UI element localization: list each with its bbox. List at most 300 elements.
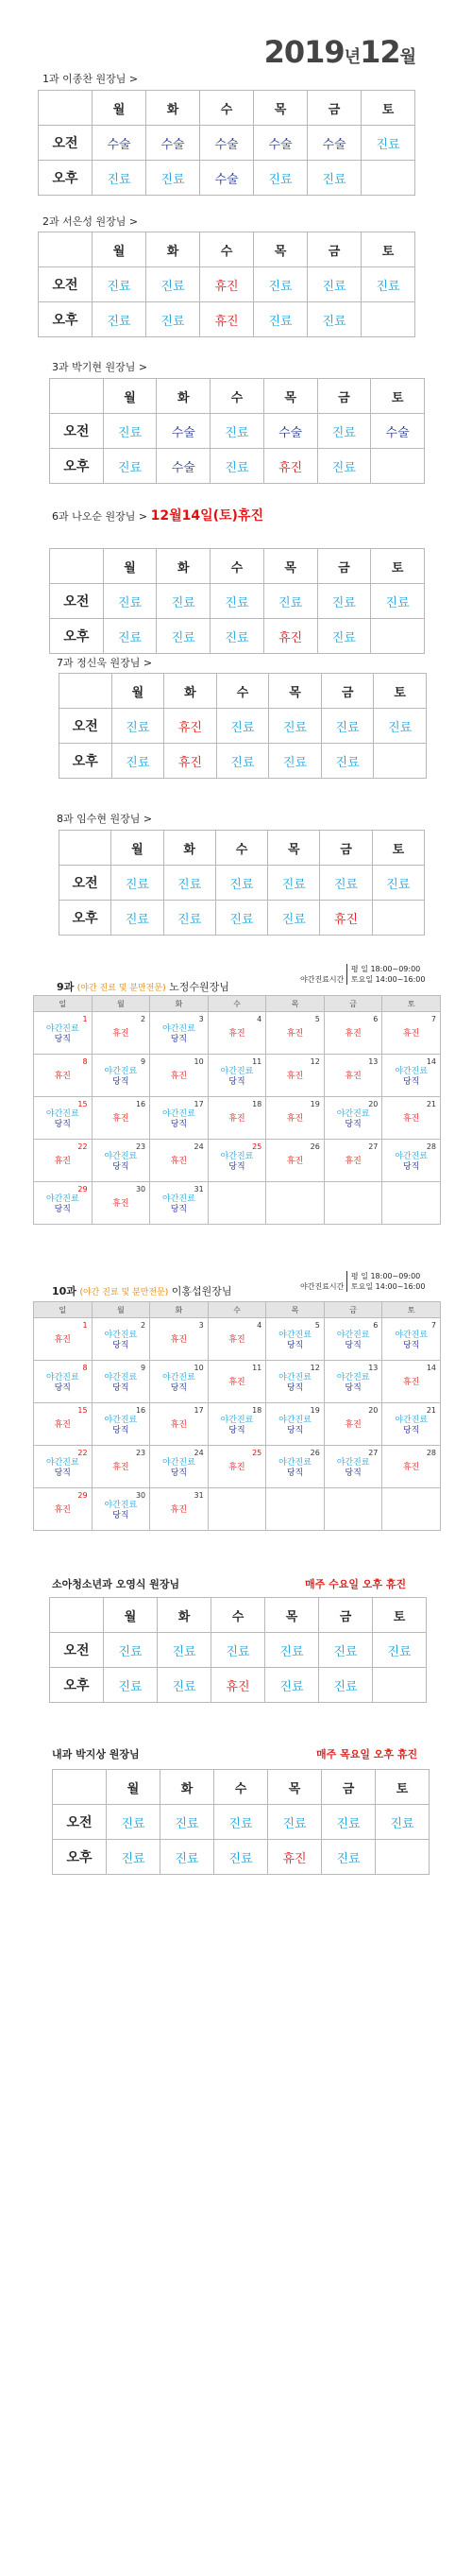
schedule-cell: 진료 (322, 1805, 376, 1840)
schedule-cell (374, 744, 427, 779)
night-care-label: 야간진료 (336, 1458, 370, 1468)
calendar-day-cell (150, 1182, 209, 1225)
schedule-cell: 휴진 (263, 449, 317, 484)
schedule-cell: 진료 (211, 414, 264, 449)
schedule-cell: 진료 (319, 1633, 373, 1668)
schedule-cell: 진료 (321, 709, 374, 744)
schedule-cell: 진료 (103, 619, 157, 654)
closed-label: 휴진 (286, 1157, 304, 1166)
duty-label: 당직 (286, 1426, 304, 1435)
duty-label: 당직 (228, 1162, 245, 1172)
calendar-day-cell (150, 1055, 209, 1097)
calendar-day-cell (92, 1055, 150, 1097)
closed-label: 휴진 (345, 1157, 362, 1166)
duty-label: 당직 (286, 1468, 304, 1478)
day-header: 월 (93, 232, 146, 267)
day-header: 수 (216, 674, 269, 709)
schedule-cell: 진료 (268, 866, 320, 901)
schedule-cell: 진료 (103, 414, 157, 449)
schedule-cell: 진료 (373, 1633, 427, 1668)
schedule-cell: 진료 (268, 901, 320, 936)
calendar-day-cell (266, 1403, 325, 1446)
day-header: 월 (103, 549, 157, 584)
weekday-header: 화 (150, 1302, 209, 1318)
schedule-cell: 진료 (263, 584, 317, 619)
night-care-label: 야간진료 (45, 1109, 79, 1119)
schedule-cell: 진료 (146, 302, 200, 337)
closed-label: 휴진 (112, 1029, 129, 1039)
day-header: 월 (107, 1770, 160, 1805)
night-care-label: 야간진료 (45, 1458, 79, 1468)
calendar-day-cell (324, 1403, 382, 1446)
day-number: 5 (314, 1321, 320, 1330)
schedule-table (38, 232, 415, 337)
section-heading-2: 2과 서은성 원장님 > (42, 215, 139, 228)
schedule-cell (362, 161, 415, 196)
closed-label: 휴진 (112, 1199, 129, 1209)
day-number: 11 (252, 1057, 262, 1066)
day-number: 20 (368, 1406, 379, 1415)
calendar-day-cell (266, 1488, 325, 1531)
day-header: 화 (146, 232, 200, 267)
duty-label: 당직 (170, 1468, 188, 1478)
calendar-day-cell (266, 1182, 325, 1225)
schedule-cell: 진료 (322, 1840, 376, 1875)
day-number: 9 (141, 1364, 146, 1372)
day-number: 10 (194, 1364, 204, 1372)
schedule-cell: 진료 (215, 866, 267, 901)
day-header: 월 (103, 379, 157, 414)
closed-label: 휴진 (170, 1505, 188, 1515)
schedule-cell: 수술 (308, 126, 362, 161)
day-header: 화 (146, 91, 200, 126)
schedule-cell: 진료 (254, 302, 308, 337)
day-header: 금 (321, 674, 374, 709)
day-header: 목 (269, 674, 322, 709)
day-number: 15 (77, 1100, 88, 1108)
calendar-day-cell (92, 1097, 150, 1140)
duty-label: 당직 (170, 1383, 188, 1393)
day-number: 4 (257, 1015, 262, 1023)
schedule-cell: 진료 (146, 267, 200, 302)
day-number: 20 (368, 1100, 379, 1108)
day-header: 월 (93, 91, 146, 126)
schedule-cell: 진료 (374, 709, 427, 744)
schedule-cell: 수술 (200, 126, 254, 161)
schedule-cell: 진료 (93, 302, 146, 337)
schedule-cell: 진료 (308, 302, 362, 337)
schedule-cell: 수술 (254, 126, 308, 161)
day-header: 목 (254, 91, 308, 126)
day-header: 토 (371, 379, 425, 414)
night-care-label: 야간진료 (395, 1331, 429, 1340)
calendar-day-cell (150, 1140, 209, 1182)
calendar-day-cell (266, 1055, 325, 1097)
schedule-cell: 진료 (211, 619, 264, 654)
day-header: 금 (322, 1770, 376, 1805)
day-header: 토 (362, 91, 415, 126)
weekday-header: 금 (324, 996, 382, 1012)
schedule-cell: 휴진 (164, 709, 217, 744)
night-care-label: 야간진료 (395, 1067, 429, 1076)
closed-label: 휴진 (345, 1420, 362, 1430)
duty-label: 당직 (170, 1035, 188, 1044)
closed-label: 휴진 (228, 1378, 245, 1387)
day-number: 12 (310, 1364, 320, 1372)
session-label: 오후 (39, 161, 93, 196)
calendar-day-cell (324, 1012, 382, 1055)
night-hours-9: 야간진료시간 평 일 18:00~09:00 토요일 14:00~16:00 (300, 965, 426, 984)
session-label: 오전 (59, 866, 111, 901)
day-number: 17 (194, 1100, 204, 1108)
schedule-cell: 휴진 (200, 267, 254, 302)
duty-label: 당직 (54, 1035, 71, 1044)
calendar-day-cell (92, 1318, 150, 1361)
schedule-cell: 진료 (104, 1668, 158, 1703)
schedule-cell: 진료 (254, 267, 308, 302)
calendar-day-cell (208, 1318, 266, 1361)
schedule-cell: 진료 (268, 1805, 322, 1840)
section-heading-1: 1과 이종찬 원장님 > (42, 73, 139, 85)
section-heading-pediatrics: 소아청소년과 오영식 원장님 (52, 1578, 180, 1590)
day-number: 5 (314, 1015, 320, 1023)
schedule-cell: 진료 (107, 1805, 160, 1840)
day-header: 토 (362, 232, 415, 267)
day-number: 26 (310, 1449, 320, 1457)
schedule-cell (372, 901, 424, 936)
day-number: 16 (135, 1406, 146, 1415)
calendar-day-cell (208, 1361, 266, 1403)
calendar-day-cell (150, 1488, 209, 1531)
day-header: 월 (104, 1598, 158, 1633)
schedule-cell: 진료 (215, 901, 267, 936)
calendar-day-cell (324, 1182, 382, 1225)
schedule-cell: 진료 (320, 866, 372, 901)
weekday-header: 일 (34, 1302, 93, 1318)
schedule-cell: 진료 (103, 449, 157, 484)
schedule-table (49, 1597, 427, 1703)
calendar-day-cell (92, 1012, 150, 1055)
day-number: 30 (135, 1185, 146, 1194)
schedule-cell: 진료 (111, 709, 164, 744)
closed-label: 휴진 (286, 1029, 304, 1039)
duty-label: 당직 (112, 1426, 129, 1435)
session-label: 오전 (39, 267, 93, 302)
day-header: 금 (308, 232, 362, 267)
calendar-day-cell (382, 1012, 441, 1055)
schedule-cell: 진료 (317, 584, 371, 619)
day-number: 22 (77, 1142, 88, 1151)
duty-label: 당직 (54, 1205, 71, 1214)
schedule-cell: 진료 (111, 744, 164, 779)
calendar-day-cell (208, 1182, 266, 1225)
night-care-label: 야간진료 (45, 1024, 79, 1034)
schedule-cell: 진료 (362, 126, 415, 161)
schedule-cell: 진료 (211, 1633, 265, 1668)
calendar-day-cell (266, 1012, 325, 1055)
schedule-cell: 진료 (269, 709, 322, 744)
weekday-header: 토 (382, 1302, 441, 1318)
calendar-day-cell (266, 1318, 325, 1361)
day-header: 목 (268, 1770, 322, 1805)
calendar-day-cell (92, 1403, 150, 1446)
day-header: 토 (374, 674, 427, 709)
day-header: 금 (308, 91, 362, 126)
schedule-cell: 휴진 (211, 1668, 265, 1703)
corner-cell (53, 1770, 107, 1805)
calendar-day-cell (34, 1097, 93, 1140)
session-label: 오후 (50, 619, 104, 654)
schedule-cell: 진료 (265, 1668, 319, 1703)
closed-label: 휴진 (170, 1335, 188, 1345)
day-header: 목 (265, 1598, 319, 1633)
calendar-day-cell (324, 1140, 382, 1182)
calendar-day-cell (382, 1097, 441, 1140)
day-header: 월 (111, 831, 163, 866)
calendar-day-cell (92, 1182, 150, 1225)
closed-label: 휴진 (228, 1029, 245, 1039)
calendar-day-cell (266, 1361, 325, 1403)
corner-cell (50, 1598, 104, 1633)
duty-label: 당직 (228, 1077, 245, 1087)
day-number: 14 (426, 1364, 436, 1372)
calendar-day-cell (208, 1403, 266, 1446)
month-calendar (33, 1301, 441, 1531)
schedule-cell: 진료 (317, 414, 371, 449)
duty-label: 당직 (54, 1383, 71, 1393)
duty-label: 당직 (345, 1341, 362, 1350)
calendar-day-cell (324, 1361, 382, 1403)
day-number: 7 (430, 1321, 436, 1330)
weekday-header: 목 (266, 1302, 325, 1318)
schedule-cell: 진료 (254, 161, 308, 196)
day-number: 1 (82, 1321, 88, 1330)
day-number: 12 (310, 1057, 320, 1066)
calendar-day-cell (266, 1140, 325, 1182)
night-care-label: 야간진료 (220, 1416, 254, 1425)
night-care-label: 야간진료 (45, 1373, 79, 1382)
schedule-cell (373, 1668, 427, 1703)
session-label: 오후 (39, 302, 93, 337)
night-care-label: 야간진료 (220, 1067, 254, 1076)
day-number: 24 (194, 1142, 204, 1151)
calendar-day-cell (92, 1446, 150, 1488)
day-number: 29 (77, 1491, 88, 1500)
day-number: 3 (198, 1015, 204, 1023)
day-number: 27 (368, 1449, 379, 1457)
day-number: 1 (82, 1015, 88, 1023)
night-care-label: 야간진료 (104, 1331, 138, 1340)
closed-label: 휴진 (170, 1157, 188, 1166)
calendar-day-cell (34, 1318, 93, 1361)
day-number: 7 (430, 1015, 436, 1023)
day-header: 금 (317, 379, 371, 414)
schedule-table (59, 673, 427, 779)
schedule-cell: 진료 (321, 744, 374, 779)
duty-label: 당직 (54, 1120, 71, 1129)
internal-notice: 매주 목요일 오후 휴진 (316, 1748, 418, 1760)
session-label: 오전 (53, 1805, 107, 1840)
day-header: 목 (263, 379, 317, 414)
day-number: 26 (310, 1142, 320, 1151)
day-number: 9 (141, 1057, 146, 1066)
night-care-label: 야간진료 (162, 1373, 195, 1382)
day-header: 목 (254, 232, 308, 267)
section-heading-6: 6과 나오순 원장님 > 12월14일(토)휴진 (52, 508, 263, 524)
schedule-cell: 진료 (93, 161, 146, 196)
calendar-day-cell (150, 1403, 209, 1446)
duty-label: 당직 (112, 1511, 129, 1520)
closed-label: 휴진 (112, 1114, 129, 1124)
duty-label: 당직 (286, 1383, 304, 1393)
day-number: 25 (252, 1449, 262, 1457)
day-header: 화 (158, 1598, 211, 1633)
session-label: 오후 (50, 1668, 104, 1703)
schedule-cell: 수술 (371, 414, 425, 449)
schedule-cell: 수술 (200, 161, 254, 196)
closed-label: 휴진 (170, 1420, 188, 1430)
day-header: 화 (164, 674, 217, 709)
closed-label: 휴진 (54, 1157, 71, 1166)
night-care-label: 야간진료 (104, 1501, 138, 1510)
day-header: 목 (263, 549, 317, 584)
duty-label: 당직 (170, 1120, 188, 1129)
day-header: 화 (157, 379, 211, 414)
session-label: 오후 (50, 449, 104, 484)
night-care-label: 야간진료 (104, 1373, 138, 1382)
closed-label: 휴진 (345, 1029, 362, 1039)
schedule-cell: 휴진 (164, 744, 217, 779)
duty-label: 당직 (112, 1341, 129, 1350)
day-number: 30 (135, 1491, 146, 1500)
day-number: 21 (426, 1100, 436, 1108)
schedule-cell: 진료 (163, 901, 215, 936)
closed-label: 휴진 (402, 1378, 420, 1387)
session-label: 오후 (59, 901, 111, 936)
schedule-cell: 진료 (158, 1668, 211, 1703)
day-number: 29 (77, 1185, 88, 1194)
day-number: 4 (257, 1321, 262, 1330)
day-number: 24 (194, 1449, 204, 1457)
calendar-day-cell (34, 1055, 93, 1097)
corner-cell (59, 831, 111, 866)
night-care-label: 야간진료 (45, 1194, 79, 1204)
day-header: 수 (211, 379, 264, 414)
schedule-cell: 수술 (157, 414, 211, 449)
schedule-cell: 진료 (104, 1633, 158, 1668)
schedule-cell: 진료 (146, 161, 200, 196)
day-header: 금 (317, 549, 371, 584)
duty-label: 당직 (345, 1120, 362, 1129)
day-number: 2 (141, 1015, 146, 1023)
month-calendar (33, 995, 441, 1225)
closed-label: 휴진 (54, 1505, 71, 1515)
schedule-cell: 진료 (308, 267, 362, 302)
duty-label: 당직 (54, 1468, 71, 1478)
schedule-cell: 진료 (111, 901, 163, 936)
session-label: 오전 (50, 584, 104, 619)
weekday-header: 금 (324, 1302, 382, 1318)
section-heading-7: 7과 정신욱 원장님 > (57, 657, 153, 669)
night-care-label: 야간진료 (395, 1416, 429, 1425)
day-number: 19 (310, 1406, 320, 1415)
calendar-day-cell (34, 1140, 93, 1182)
calendar-day-cell (382, 1140, 441, 1182)
schedule-table (52, 1769, 430, 1875)
duty-label: 당직 (170, 1205, 188, 1214)
duty-label: 당직 (345, 1468, 362, 1478)
closed-label: 휴진 (170, 1072, 188, 1081)
day-number: 17 (194, 1406, 204, 1415)
day-number: 6 (373, 1015, 379, 1023)
calendar-day-cell (150, 1097, 209, 1140)
schedule-cell: 진료 (214, 1840, 268, 1875)
night-care-label: 야간진료 (104, 1067, 138, 1076)
calendar-day-cell (266, 1446, 325, 1488)
night-care-label: 야간진료 (220, 1152, 254, 1161)
closed-label: 휴진 (54, 1335, 71, 1345)
schedule-cell: 진료 (163, 866, 215, 901)
section-heading-3: 3과 박기현 원장님 > (52, 361, 148, 373)
schedule-cell: 진료 (157, 619, 211, 654)
schedule-cell: 휴진 (200, 302, 254, 337)
calendar-day-cell (324, 1446, 382, 1488)
schedule-cell: 진료 (319, 1668, 373, 1703)
schedule-cell: 진료 (371, 584, 425, 619)
corner-cell (39, 232, 93, 267)
schedule-table (59, 830, 425, 936)
closed-label: 휴진 (112, 1463, 129, 1472)
day-number: 3 (198, 1321, 204, 1330)
weekday-header: 수 (208, 1302, 266, 1318)
schedule-cell: 진료 (157, 584, 211, 619)
closed-label: 휴진 (228, 1114, 245, 1124)
calendar-day-cell (324, 1488, 382, 1531)
session-label: 오후 (59, 744, 112, 779)
session-label: 오전 (39, 126, 93, 161)
closed-label: 휴진 (54, 1420, 71, 1430)
day-header: 토 (371, 549, 425, 584)
closed-label: 휴진 (228, 1463, 245, 1472)
day-number: 19 (310, 1100, 320, 1108)
calendar-day-cell (150, 1012, 209, 1055)
session-label: 오전 (50, 1633, 104, 1668)
calendar-heading-10: 10과 (야간 진료 및 분만전문) 이홍섭원장님 (52, 1285, 232, 1297)
pediatrics-notice: 매주 수요일 오후 휴진 (305, 1578, 407, 1590)
night-care-label: 야간진료 (278, 1458, 312, 1468)
calendar-day-cell (324, 1055, 382, 1097)
schedule-cell: 진료 (265, 1633, 319, 1668)
schedule-table (38, 90, 415, 196)
closed-label: 휴진 (402, 1029, 420, 1039)
corner-cell (50, 379, 104, 414)
day-number: 2 (141, 1321, 146, 1330)
calendar-day-cell (34, 1446, 93, 1488)
calendar-day-cell (208, 1012, 266, 1055)
day-number: 8 (82, 1057, 88, 1066)
day-number: 23 (135, 1449, 146, 1457)
schedule-cell: 수술 (93, 126, 146, 161)
schedule-cell: 휴진 (268, 1840, 322, 1875)
calendar-day-cell (382, 1055, 441, 1097)
calendar-day-cell (266, 1097, 325, 1140)
day-header: 수 (214, 1770, 268, 1805)
duty-label: 당직 (402, 1162, 420, 1172)
schedule-cell (362, 302, 415, 337)
day-header: 월 (111, 674, 164, 709)
night-care-label: 야간진료 (336, 1331, 370, 1340)
calendar-day-cell (208, 1140, 266, 1182)
